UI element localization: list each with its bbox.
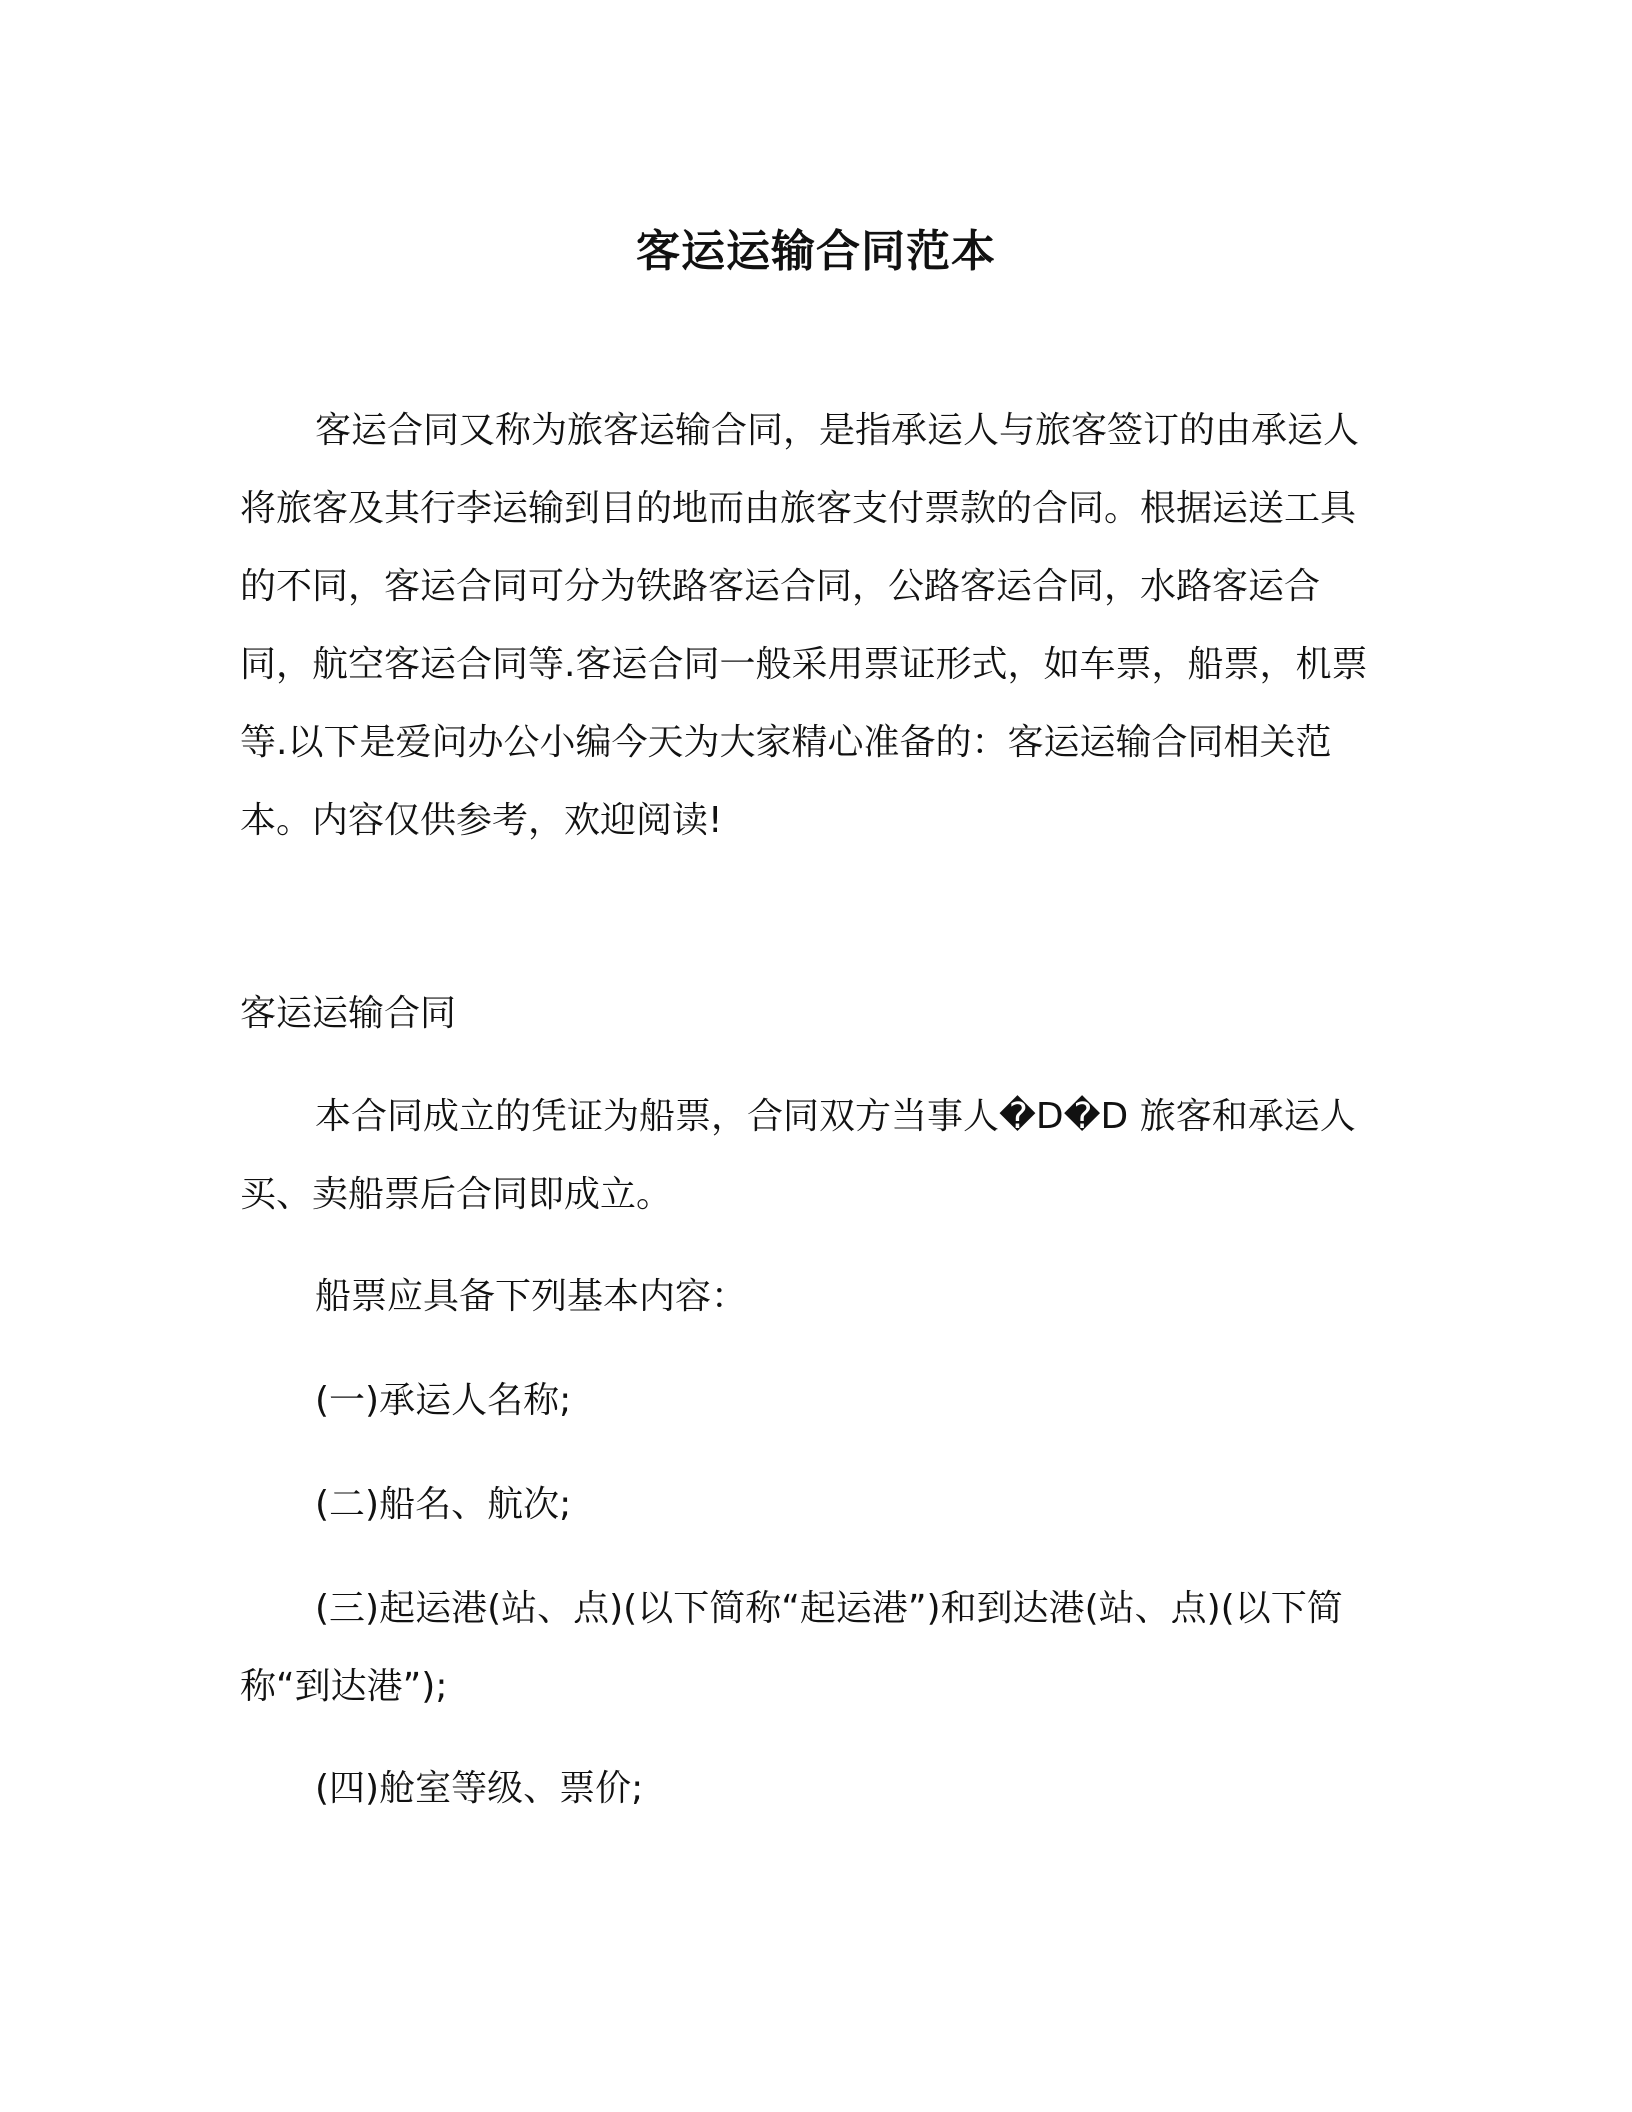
paragraph-ticket-contents: 船票应具备下列基本内容： — [315, 1276, 748, 1317]
document-title: 客运运输合同范本 — [636, 226, 996, 277]
list-item-carrier-name: (一)承运人名称; — [315, 1380, 572, 1421]
intro-paragraph: 客运合同又称为旅客运输合同，是指承运人与旅客签订的由承运人将旅客及其行李运输到目的地而由旅客支付票款的合同。根据运送工具的不同，客运合同可分为铁路客运合同，公路客运合同，水路客运合同，航空客运合同等.客运合同一般采用票证形式，如车票，船票，机票等.以下是爱问办公小编今天为大家精心准备的：客运运输合同相关范本。内容仅供参考，欢迎阅读! — [240, 410, 1368, 841]
list-item-cabin-fare: (四)舱室等级、票价; — [315, 1768, 644, 1809]
list-item-ports: (三)起运港(站、点)(以下简称“起运港”)和到达港(站、点)(以下简称“到达港”); — [240, 1588, 1343, 1707]
paragraph-contract-formation: 本合同成立的凭证为船票，合同双方当事人�D�D 旅客和承运人买、卖船票后合同即成立。 — [240, 1096, 1356, 1215]
section-title: 客运运输合同 — [240, 993, 457, 1034]
list-item-ship-voyage: (二)船名、航次; — [315, 1484, 572, 1525]
